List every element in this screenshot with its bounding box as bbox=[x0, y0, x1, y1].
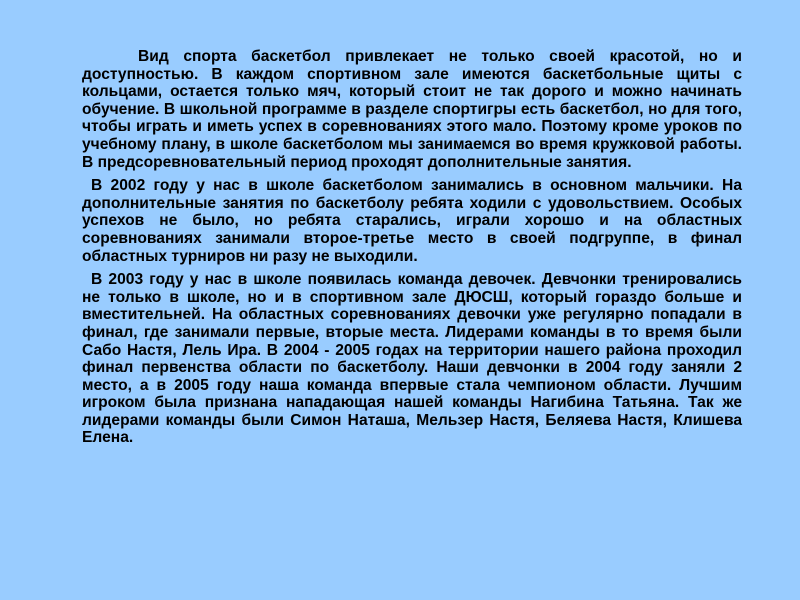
paragraph-2003: В 2003 году у нас в школе появилась команда девочек. Девчонки тренировались не только в школе, но и в спортивном зале ДЮСШ, который гораздо больше и вместительней. На областных соревнованиях девочки уже регулярно попадали в финал, где занимали первые, вторые места. Лидерами команды в то время были Сабо Настя, Лель Ира. В 2004 - 2005 годах на территории нашего района проходил финал первенства области по баскетболу. Наши девчонки в 2004 году заняли 2 место, а в 2005 году наша команда впервые стала чемпионом области. Лучшим игроком была признана нападающая нашей команды Нагибина Татьяна. Так же лидерами команды были Симон Наташа, Мельзер Настя, Беляева Настя, Клишева Елена. bbox=[82, 271, 742, 447]
paragraph-2002: В 2002 году у нас в школе баскетболом занимались в основном мальчики. На дополнительные занятия по баскетболу ребята ходили с удовольствием. Особых успехов не было, но ребята старались, играли хорошо и на областных соревнованиях занимали второе-третье место в своей подгруппе, в финал областных турниров ни разу не выходили. bbox=[82, 177, 742, 265]
text-box bbox=[82, 48, 742, 447]
paragraph-intro: Вид спорта баскетбол привлекает не только своей красотой, но и доступностью. В каждом спортивном зале имеются баскетбольные щиты с кольцами, остается только мяч, который стоит не так дорого и можно начинать обучение. В школьной программе в разделе спортигры есть баскетбол, но для того, чтобы играть и иметь успех в соревнованиях этого мало. Поэтому кроме уроков по учебному плану, в школе баскетболом мы занимаемся во время кружковой работы. В предсоревновательный период проходят дополнительные занятия. bbox=[82, 48, 742, 171]
